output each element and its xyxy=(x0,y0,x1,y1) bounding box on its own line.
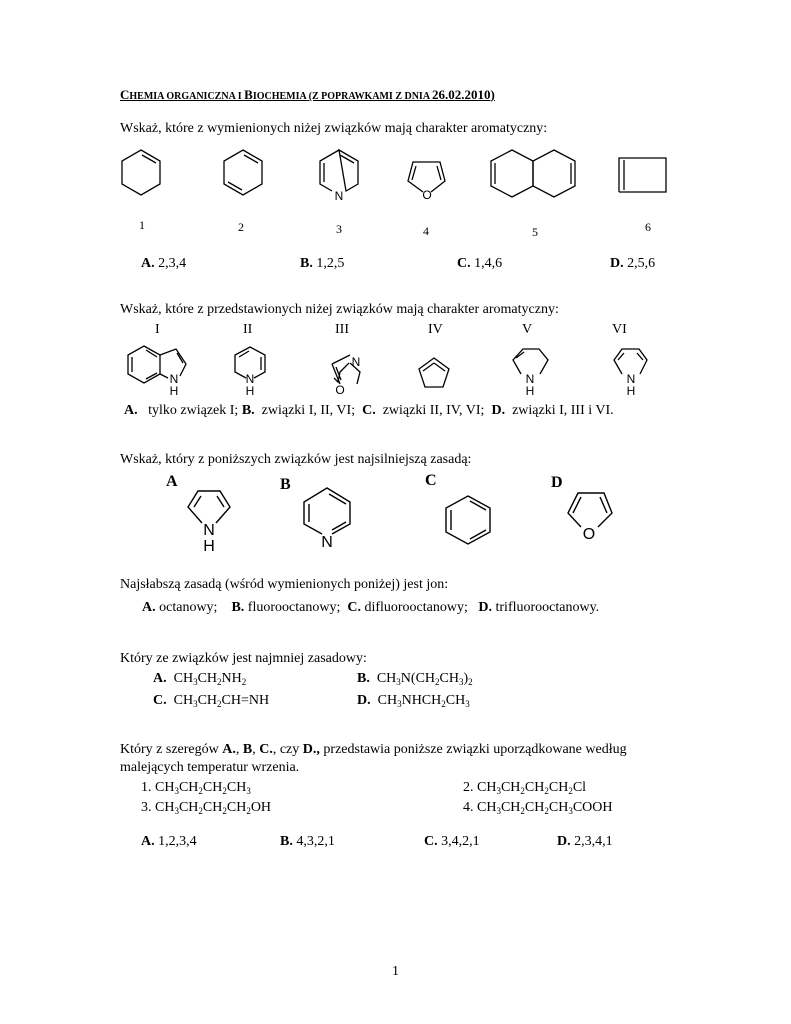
compound-2: 2. $CH_3CH_2CH_2CH_2Cl$ xyxy=(463,780,587,796)
question-2-structures xyxy=(110,338,670,400)
q6-answer-d[interactable]: D. 2,3,4,1 xyxy=(557,834,613,849)
structure-label-1: 1 xyxy=(139,218,145,232)
question-6-text-line2: malejących temperatur wrzenia. xyxy=(120,760,300,775)
structure-6-cyclopentene xyxy=(619,158,666,192)
q2-answer-d[interactable]: D. związki I, III i VI. xyxy=(491,403,614,418)
q1-answer-a[interactable]: A. 2,3,4 xyxy=(141,256,187,271)
structure-2-cyclohexadiene xyxy=(224,150,262,195)
question-6-text: Który z szeregów A., B, C., czy D., przedstawia poniższe związki uporządkowane według xyxy=(120,742,627,757)
structure-a-pyrrole xyxy=(188,491,230,523)
q5-answer-d[interactable]: D. $CH_3NHCH_2CH_3$ xyxy=(357,693,470,709)
structure-d-furan xyxy=(568,493,612,527)
roman-label-3: III xyxy=(335,322,349,337)
atom-h: H xyxy=(203,538,215,555)
question-5-text: Który ze związków jest najmniej zasadowy: xyxy=(120,651,367,666)
question-1-structures xyxy=(100,145,680,245)
atom-n: N xyxy=(626,372,636,386)
page-number: 1 xyxy=(392,964,399,979)
formula: $CH_3CH_2CH=NH$ xyxy=(173,693,270,709)
option-letter-a: A xyxy=(166,473,178,490)
option-letter-d: D xyxy=(551,474,563,491)
atom-h: H xyxy=(245,384,255,398)
question-2-text: Wskaż, które z przedstawionych niżej związków mają charakter aromatyczny: xyxy=(120,302,559,317)
atom-o: O xyxy=(582,526,596,543)
structure-label-5: 5 xyxy=(532,225,538,239)
structure-label-2: 2 xyxy=(238,220,244,234)
atom-n: N xyxy=(321,534,333,551)
q2-answer-a[interactable]: A. tylko związek I; xyxy=(124,403,239,418)
structure-VI-pyrrole xyxy=(614,349,647,374)
roman-label-5: V xyxy=(522,322,533,337)
atom-o: O xyxy=(422,188,432,202)
atom-n: N xyxy=(203,522,215,539)
atom-o: O xyxy=(335,383,345,397)
structure-IV-cyclopentadiene xyxy=(419,358,449,387)
atom-n: N xyxy=(351,355,361,369)
structure-V-pyrroline xyxy=(513,349,548,374)
q4-answers xyxy=(142,600,599,616)
atom-n: N xyxy=(245,372,255,386)
q4-answer-d[interactable]: D. trifluorooctanowy. xyxy=(478,600,600,615)
q1-answer-b[interactable]: B. 1,2,5 xyxy=(300,256,345,271)
compound-1: 1. $CH_3CH_2CH_2CH_3$ xyxy=(141,780,251,796)
atom-n: N xyxy=(525,372,535,386)
q2-answers xyxy=(124,403,614,419)
question-4-text: Najsłabszą zasadą (wśród wymienionych poniżej) jest jon: xyxy=(120,577,449,592)
q4-answer-a[interactable]: A. octanowy; xyxy=(142,600,218,615)
q4-answer-b[interactable]: B. fluorooctanowy; xyxy=(231,600,341,615)
q5-answer-b[interactable]: B. $CH_3N(CH_2CH_3)_2$ xyxy=(357,671,473,687)
structure-1-cyclohexene xyxy=(122,150,160,195)
structure-label-6: 6 xyxy=(645,220,651,234)
atom-n: N xyxy=(334,189,344,203)
structure-3-azine xyxy=(320,150,358,191)
question-1-text: Wskaż, które z wymienionych niżej związków mają charakter aromatyczny: xyxy=(120,121,548,136)
atom-h: H xyxy=(169,384,179,398)
option-letter-c: C xyxy=(425,472,437,489)
q4-answer-c[interactable]: C. difluorooctanowy; xyxy=(347,600,468,615)
compound-3: 3. $CH_3CH_2CH_2CH_2OH$ xyxy=(141,800,272,816)
q2-answer-c[interactable]: C. związki II, IV, VI; xyxy=(362,403,485,418)
option-letter-b: B xyxy=(280,476,291,493)
q5-answer-c[interactable]: C. $CH_3CH_2CH=NH$ xyxy=(153,693,270,709)
q5-answer-a[interactable]: A. $CH_3CH_2NH_2$ xyxy=(153,671,247,687)
roman-label-6: VI xyxy=(612,322,627,337)
q6-answer-a[interactable]: A. 1,2,3,4 xyxy=(141,834,197,849)
q1-answer-c[interactable]: C. 1,4,6 xyxy=(457,256,503,271)
formula: $CH_3N(CH_2CH_3)_2$ xyxy=(376,671,473,687)
question-3-text: Wskaż, który z poniższych związków jest najsilniejszą zasadą: xyxy=(120,452,472,467)
atom-n: N xyxy=(169,372,179,386)
formula: $CH_3NHCH_2CH_3$ xyxy=(377,693,470,709)
structure-5-bicyclic xyxy=(491,150,575,197)
atom-h: H xyxy=(525,384,535,398)
atom-h: H xyxy=(626,384,636,398)
structure-label-4: 4 xyxy=(423,224,429,238)
q6-answer-c[interactable]: C. 3,4,2,1 xyxy=(424,834,480,849)
compound-4: 4. $CH_3CH_2CH_2CH_3COOH$ xyxy=(463,800,613,816)
roman-label-4: IV xyxy=(428,322,443,337)
structure-b-pyridine xyxy=(304,488,350,534)
q2-answer-b[interactable]: B. związki I, II, VI; xyxy=(241,403,356,418)
structure-label-3: 3 xyxy=(336,222,342,236)
roman-label-2: II xyxy=(243,322,253,337)
q1-answer-d[interactable]: D. 2,5,6 xyxy=(610,256,656,271)
q6-answer-b[interactable]: B. 4,3,2,1 xyxy=(280,834,335,849)
page-title: CHEMIA ORGANICZNA I BIOCHEMIA (Z POPRAWKAMI Z DNIA 26.02.2010) xyxy=(120,87,495,102)
formula: $CH_3CH_2NH_2$ xyxy=(173,671,247,687)
roman-label-1: I xyxy=(155,322,160,337)
question-3-structures xyxy=(170,480,640,558)
structure-c-benzene xyxy=(446,496,490,544)
